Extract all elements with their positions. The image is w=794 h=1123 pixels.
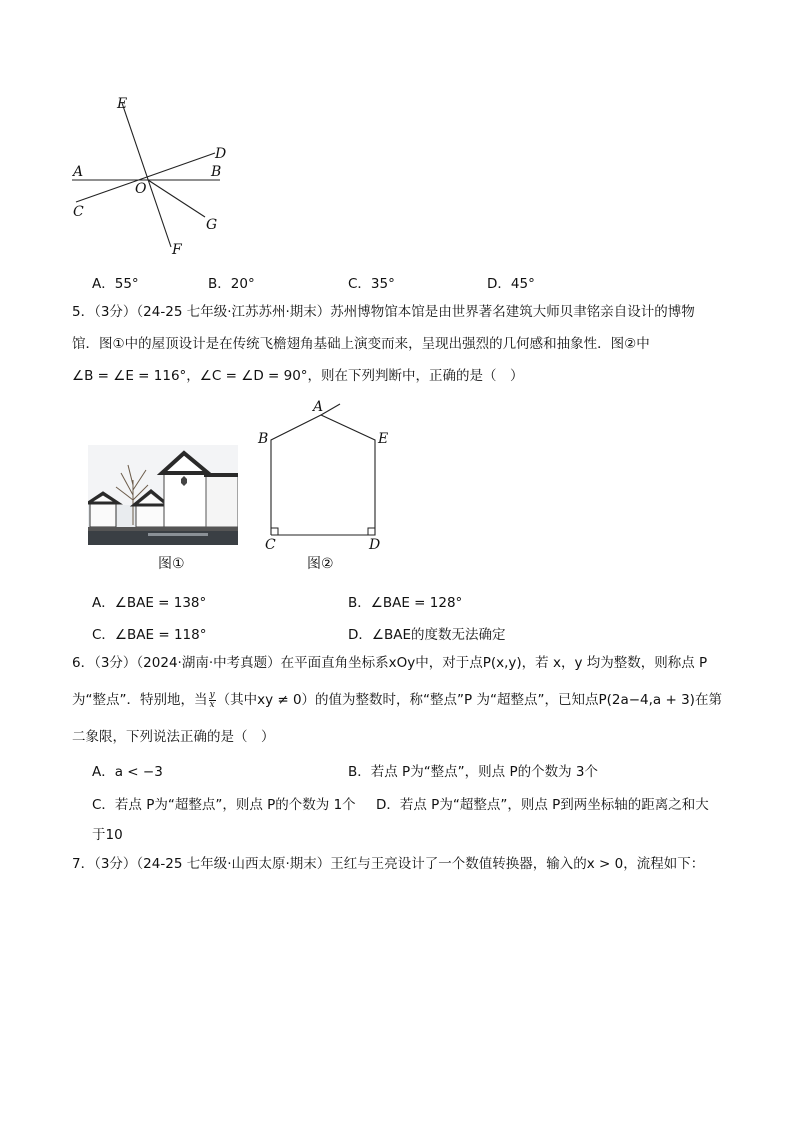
label-g: G: [206, 217, 218, 233]
figure2-caption: 图②: [307, 556, 334, 572]
q6-stem-line2-start: 为“整点”．特别地，当: [72, 692, 208, 708]
label-c: C: [73, 204, 84, 220]
label-d: D: [215, 146, 227, 162]
q7-stem-line1: 7．（3分）（24-25 七年级·山西太原·期末）王红与王亮设计了一个数值转换器，输入的x > 0，流程如下：: [72, 856, 705, 872]
q6-stem-line3: 二象限，下列说法正确的是（ ）: [72, 729, 275, 745]
q5-option-c[interactable]: C．∠BAE = 118°: [92, 627, 207, 643]
q6-stem-line1: 6．（3分）（2024·湖南·中考真题）在平面直角坐标系xOy中，对于点P(x,y)，若 x，y 均为整数，则称点 P: [72, 655, 708, 671]
figure1-caption: 图①: [158, 556, 185, 572]
label-o: O: [135, 181, 147, 197]
pent-label-c: C: [265, 537, 276, 553]
museum-photo: [88, 445, 238, 545]
label-e: E: [117, 96, 128, 112]
label-b: B: [211, 164, 222, 180]
q4-option-c[interactable]: C．35°: [348, 276, 395, 292]
q6-option-b[interactable]: B．若点 P为“整点”，则点 P的个数为 3个: [348, 764, 598, 780]
q5-stem-line3: ∠B = ∠E = 116°，∠C = ∠D = 90°，则在下列判断中，正确的是（ ）: [72, 368, 524, 384]
pent-label-a: A: [313, 399, 324, 415]
pentagon-figure: [255, 395, 395, 540]
pent-label-d: D: [369, 537, 381, 553]
q4-option-d[interactable]: D．45°: [487, 276, 535, 292]
fraction-numerator: y: [209, 689, 215, 700]
fraction-y-over-x: [209, 691, 216, 710]
fraction-denominator: x: [209, 699, 215, 710]
q5-option-a[interactable]: A．∠BAE = 138°: [92, 595, 207, 611]
label-a: A: [73, 164, 84, 180]
q5-stem-line1: 5．（3分）（24-25 七年级·江苏苏州·期末）苏州博物馆本馆是由世界著名建筑大师贝聿铭亲自设计的博物: [72, 304, 695, 320]
pent-label-b: B: [258, 431, 269, 447]
q6-option-a[interactable]: A．a < −3: [92, 764, 163, 780]
q5-stem-line2: 馆．图①中的屋顶设计是在传统飞檐翅角基础上演变而来，呈现出强烈的几何感和抽象性．图②中: [72, 336, 650, 352]
q6-option-d-continued: 于10: [92, 827, 123, 843]
q4-option-b[interactable]: B．20°: [208, 276, 255, 292]
q6-option-d[interactable]: D．若点 P为“超整点”，则点 P到两坐标轴的距离之和大: [376, 797, 709, 813]
q4-option-a[interactable]: A．55°: [92, 276, 139, 292]
line-ef: [122, 103, 171, 247]
q6-stem-line2: [72, 690, 722, 710]
q6-stem-line2-end: （其中xy ≠ 0）的值为整数时，称“整点”P 为“超整点”，已知点P(2a−4,a + 3)在第: [216, 692, 722, 708]
label-f: F: [172, 242, 182, 258]
pent-label-e: E: [378, 431, 389, 447]
q6-option-c[interactable]: C．若点 P为“超整点”，则点 P的个数为 1个: [92, 797, 356, 813]
q5-option-d[interactable]: D．∠BAE的度数无法确定: [348, 627, 506, 643]
ray-og: [148, 180, 205, 217]
q5-option-b[interactable]: B．∠BAE = 128°: [348, 595, 463, 611]
